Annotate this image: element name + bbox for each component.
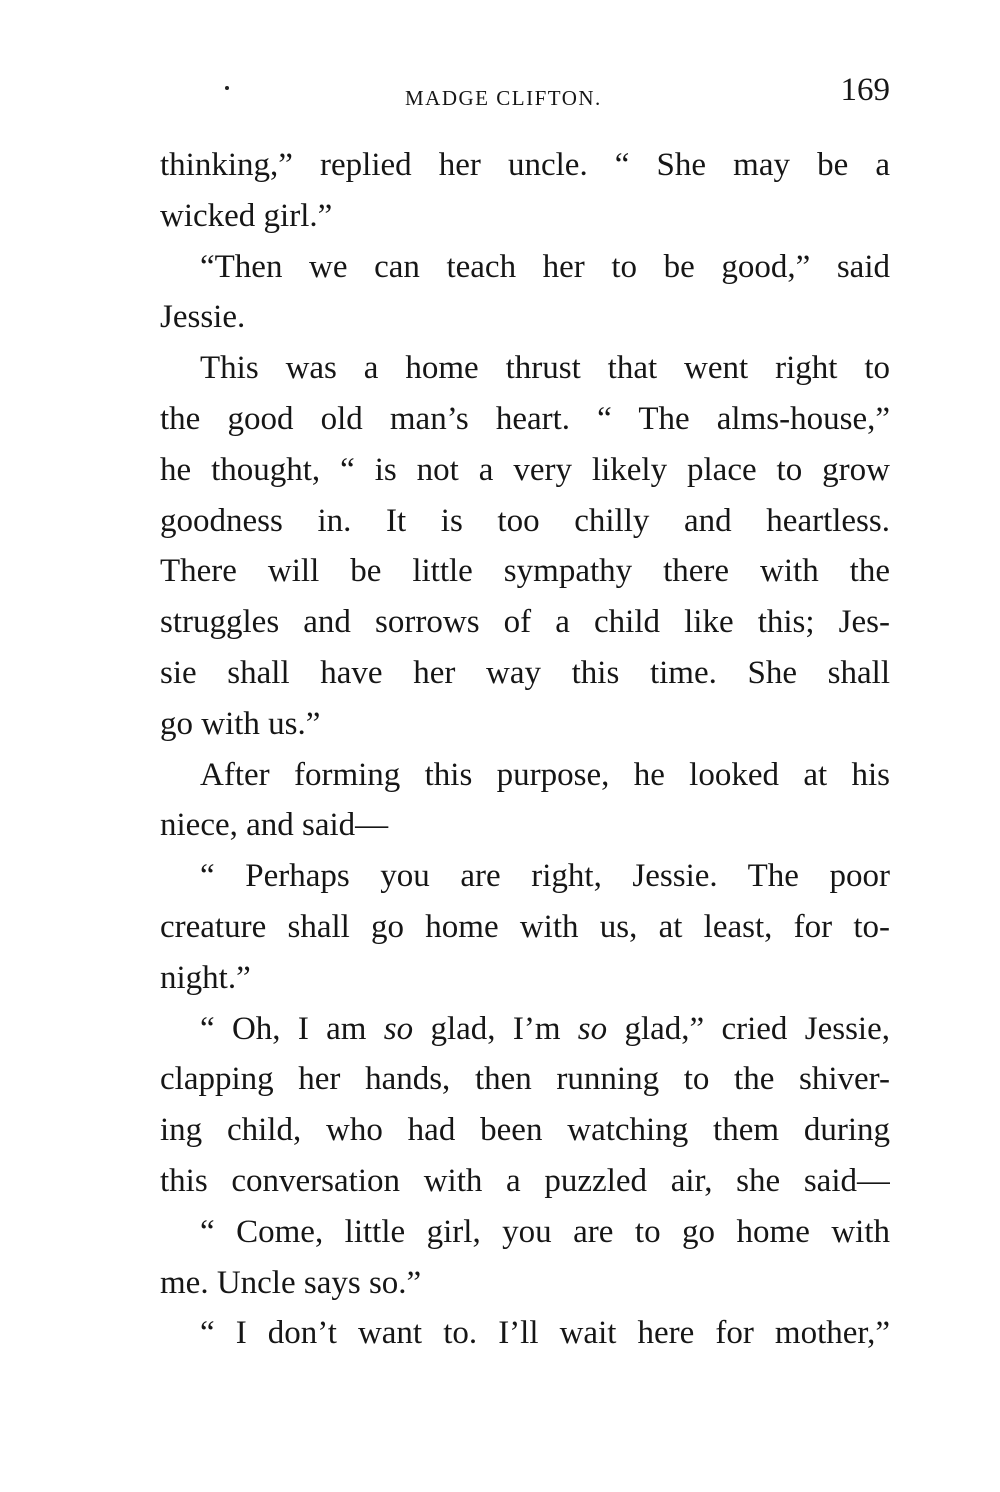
text-run: There will be little sympathy there with the [160, 553, 890, 590]
text-run: “ Come, little girl, you are to go home with [200, 1213, 890, 1250]
text-line [160, 496, 890, 547]
text-run: he thought, “ is not a very likely place to grow [160, 451, 890, 488]
text-run: clapping her hands, then running to the shiver- [160, 1061, 890, 1098]
text-run: “ Perhaps you are right, Jessie. The poor [200, 858, 890, 895]
text-line [160, 648, 890, 699]
text-line [160, 140, 890, 191]
text-run: night.” [160, 959, 251, 996]
text-run: niece, and said— [160, 807, 389, 844]
text-run: goodness in. It is too chilly and heartless. [160, 502, 890, 539]
text-line [160, 1054, 890, 1105]
text-run: This was a home thrust that went right to [200, 350, 890, 387]
text-line [160, 1156, 890, 1207]
text-line [160, 750, 890, 801]
text-run: the good old man’s heart. “ The alms-house,” [160, 400, 890, 437]
text-line [160, 851, 890, 902]
body-text [160, 140, 890, 1359]
text-run: Jessie. [160, 299, 246, 336]
text-line [160, 343, 890, 394]
text-line [160, 445, 890, 496]
text-run: ing child, who had been watching them during [160, 1112, 890, 1149]
italic-emphasis: so [577, 1010, 608, 1047]
page-number: 169 [840, 72, 890, 108]
text-line [160, 800, 890, 851]
text-line [160, 1258, 890, 1309]
text-line [160, 1105, 890, 1156]
text-line [160, 292, 890, 343]
italic-emphasis: so [383, 1010, 414, 1047]
text-run: sie shall have her way this time. She shall [160, 654, 890, 691]
text-line [160, 1207, 890, 1258]
text-run: struggles and sorrows of a child like this; Jes- [160, 604, 890, 641]
text-line [160, 394, 890, 445]
text-line [160, 902, 890, 953]
text-run: “Then we can teach her to be good,” said [200, 248, 890, 285]
text-line [160, 1004, 890, 1055]
running-head [160, 68, 890, 118]
text-run: glad,” cried Jessie, [607, 1010, 890, 1047]
text-run: “ I don’t want to. I’ll wait here for mother,” [200, 1315, 890, 1352]
text-run: “ Oh, I am [200, 1010, 384, 1047]
text-run: thinking,” replied her uncle. “ She may be a [160, 147, 890, 183]
text-line [160, 953, 890, 1004]
text-line [160, 242, 890, 293]
text-run: me. Uncle says so.” [160, 1264, 422, 1301]
text-run: After forming this purpose, he looked at his [200, 756, 890, 793]
text-run: go with us.” [160, 705, 321, 742]
text-line [160, 191, 890, 242]
text-run: wicked girl.” [160, 197, 333, 234]
running-title: MADGE CLIFTON. [405, 86, 602, 110]
text-line [160, 597, 890, 648]
text-run: glad, I’m [413, 1010, 578, 1047]
text-line [160, 699, 890, 750]
text-run: this conversation with a puzzled air, she said— [160, 1162, 890, 1199]
text-line [160, 546, 890, 597]
text-line [160, 1308, 890, 1359]
text-run: creature shall go home with us, at least, for to- [160, 908, 890, 945]
